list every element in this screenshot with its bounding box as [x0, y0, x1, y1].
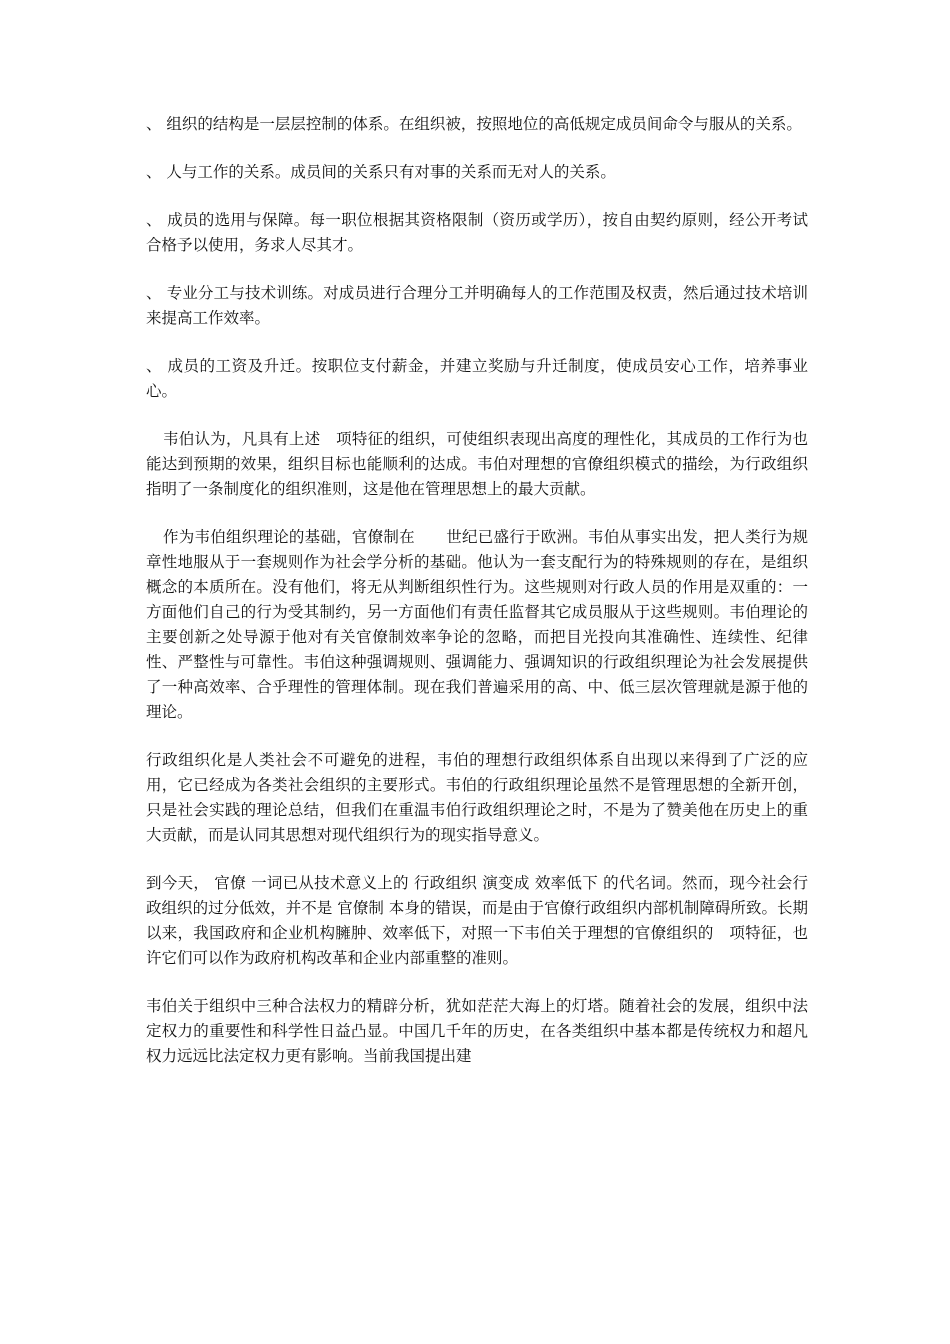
- paragraph-organizationalization: 行政组织化是人类社会不可避免的进程，韦伯的理想行政组织体系自出现以来得到了广泛的应用，它已经成为各类社会组织的主要形式。韦伯的行政组织理论虽然不是管理思想的全新开创，只是社会实践的理论总结，但我们在重温韦伯行政组织理论之时，不是为了赞美他在历史上的重大贡献，而是认同其思想对现代组织行为的现实指导意义。: [146, 751, 808, 844]
- list-item-specialization: 、 专业分工与技术训练。对成员进行合理分工并明确每人的工作范围及权责，然后通过技术培训来提高工作效率。: [146, 284, 808, 327]
- list-item-salary-promotion: 、 成员的工资及升迁。按职位支付薪金，并建立奖励与升迁制度，使成员安心工作，培养事业心。: [146, 357, 808, 400]
- list-item-impersonal-relations: 、 人与工作的关系。成员间的关系只有对事的关系而无对人的关系。: [146, 163, 616, 181]
- paragraph-legal-authority: 韦伯关于组织中三种合法权力的精辟分析，犹如茫茫大海上的灯塔。随着社会的发展，组织中法定权力的重要性和科学性日益凸显。中国几千年的历史，在各类组织中基本都是传统权力和超凡权力远远比法定权力更有影响。当前我国提出建: [146, 997, 808, 1065]
- document-body: [146, 112, 808, 1092]
- paragraph-weber-view: 韦伯认为，凡具有上述 项特征的组织，可使组织表现出高度的理性化，其成员的工作行为也能达到预期的效果，组织目标也能顺利的达成。韦伯对理想的官僚组织模式的描绘，为行政组织指明了一条制度化的组织准则，这是他在管理思想上的最大贡献。: [146, 430, 808, 498]
- list-item-selection-guarantee: 、 成员的选用与保障。每一职位根据其资格限制（资历或学历），按自由契约原则，经公开考试合格予以使用，务求人尽其才。: [146, 211, 808, 254]
- paragraph-bureaucracy-basis: 作为韦伯组织理论的基础，官僚制在 世纪已盛行于欧洲。韦伯从事实出发，把人类行为规章性地服从于一套规则作为社会学分析的基础。他认为一套支配行为的特殊规则的存在，是组织概念的本质所在。没有他们，将无从判断组织性行为。这些规则对行政人员的作用是双重的：一方面他们自己的行为受其制约，另一方面他们有责任监督其它成员服从于这些规则。韦伯理论的主要创新之处导源于他对有关官僚制效率争论的忽略，而把目光投向其准确性、连续性、纪律性、严整性与可靠性。韦伯这种强调规则、强调能力、强调知识的行政组织理论为社会发展提供了一种高效率、合乎理性的管理体制。现在我们普遍采用的高、中、低三层次管理就是源于他的理论。: [146, 528, 808, 721]
- paragraph-bureaucracy-today: 到今天， 官僚 一词已从技术意义上的 行政组织 演变成 效率低下 的代名词。然而，现今社会行政组织的过分低效，并不是 官僚制 本身的错误，而是由于官僚行政组织内部机制障碍所致。长期以来，我国政府和企业机构臃肿、效率低下，对照一下韦伯关于理想的官僚组织的 项特征，也许它们可以作为政府机构改革和企业内部重整的准则。: [146, 874, 808, 967]
- list-item-hierarchy: 、 组织的结构是一层层控制的体系。在组织被，按照地位的高低规定成员间命令与服从的关系。: [146, 115, 802, 133]
